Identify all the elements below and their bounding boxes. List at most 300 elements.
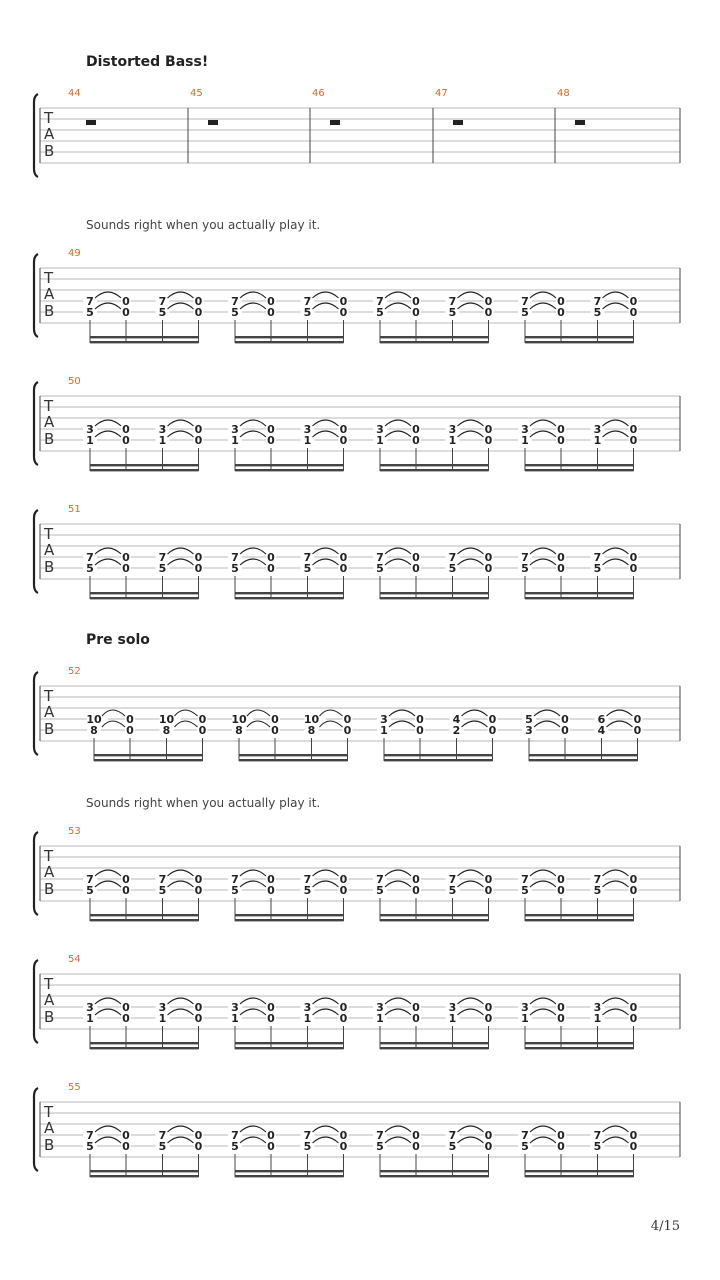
fret-number: 5: [303, 562, 312, 575]
fret-number: 7: [231, 873, 239, 886]
slur-arc: [240, 303, 266, 309]
beam: [380, 1175, 489, 1177]
slur-arc: [240, 1126, 266, 1132]
fret-number: 0: [557, 884, 565, 897]
slur-arc: [458, 303, 484, 309]
beam: [90, 469, 199, 471]
fret-number: 5: [86, 1140, 94, 1153]
tab-clef-letter: T: [44, 109, 54, 127]
fret-number: 0: [412, 884, 420, 897]
fret-number: 3: [521, 423, 529, 436]
fret-number: 5: [86, 306, 94, 319]
slur-arc: [168, 1137, 194, 1143]
tab-system-1: [0, 82, 720, 202]
slur-arc: [530, 420, 556, 426]
slur-arc: [240, 292, 266, 298]
fret-number: 4: [597, 724, 606, 737]
fret-number: 7: [521, 1129, 529, 1142]
fret-number: 5: [448, 562, 457, 575]
fret-number: 0: [339, 1012, 348, 1025]
fret-number: 7: [231, 551, 239, 564]
fret-number: 0: [633, 713, 642, 726]
fret-number: 5: [158, 1140, 167, 1153]
slur-arc: [458, 548, 484, 554]
performance-note: Sounds right when you actually play it.: [86, 796, 321, 810]
fret-number: 0: [194, 306, 203, 319]
fret-number: 1: [231, 1012, 239, 1025]
fret-number: 0: [484, 884, 493, 897]
beam: [235, 1175, 344, 1177]
system-bracket: [34, 1088, 38, 1171]
beam: [380, 597, 489, 599]
beam: [90, 1047, 199, 1049]
fret-number: 0: [629, 1001, 638, 1014]
fret-number: 0: [629, 873, 638, 886]
fret-number: 0: [339, 1129, 348, 1142]
fret-number: 0: [412, 873, 420, 886]
fret-number: 0: [557, 434, 565, 447]
slur-arc: [534, 710, 560, 716]
fret-number: 0: [339, 873, 348, 886]
fret-number: 0: [122, 1001, 130, 1014]
measure-number: 47: [435, 88, 448, 99]
fret-number: 0: [122, 884, 130, 897]
fret-number: 3: [376, 1001, 384, 1014]
fret-number: 0: [416, 724, 424, 737]
beam: [525, 1047, 634, 1049]
fret-number: 1: [303, 434, 312, 447]
fret-number: 3: [380, 713, 388, 726]
fret-number: 0: [557, 1140, 565, 1153]
fret-number: 1: [380, 724, 388, 737]
slur-arc: [168, 1126, 194, 1132]
slur-arc: [603, 1137, 629, 1143]
fret-number: 0: [629, 434, 638, 447]
fret-number: 0: [194, 562, 203, 575]
fret-number: 0: [267, 1001, 275, 1014]
slur-arc: [607, 721, 633, 727]
tab-clef-letter: A: [44, 285, 55, 303]
fret-number: 7: [158, 551, 167, 564]
slur-arc: [458, 870, 484, 876]
fret-number: 5: [86, 562, 94, 575]
slur-arc: [95, 292, 121, 298]
slur-arc: [530, 1137, 556, 1143]
slur-arc: [95, 420, 121, 426]
whole-rest: [330, 120, 340, 125]
fret-number: 0: [412, 562, 420, 575]
fret-number: 0: [339, 295, 348, 308]
beam: [235, 1042, 344, 1044]
fret-number: 1: [158, 1012, 167, 1025]
beam: [380, 341, 489, 343]
slur-arc: [168, 292, 194, 298]
slur-arc: [240, 559, 266, 565]
whole-rest: [86, 120, 96, 125]
slur-arc: [313, 870, 339, 876]
tab-system-6: [0, 820, 720, 940]
fret-number: 0: [267, 551, 275, 564]
fret-number: 7: [158, 295, 167, 308]
tab-clef-letter: B: [44, 558, 55, 576]
fret-number: 0: [343, 713, 352, 726]
tab-clef-letter: A: [44, 125, 55, 143]
fret-number: 0: [557, 562, 565, 575]
fret-number: 0: [484, 1001, 493, 1014]
beam: [525, 919, 634, 921]
slur-arc: [385, 998, 411, 1004]
fret-number: 3: [448, 1001, 457, 1014]
fret-number: 5: [86, 884, 94, 897]
fret-number: 5: [376, 1140, 384, 1153]
fret-number: 5: [448, 1140, 457, 1153]
slur-arc: [240, 881, 266, 887]
fret-number: 10: [303, 713, 320, 726]
fret-number: 1: [593, 434, 602, 447]
fret-number: 0: [484, 423, 493, 436]
fret-number: 1: [448, 1012, 457, 1025]
slur-arc: [95, 548, 121, 554]
slur-arc: [385, 881, 411, 887]
slur-arc: [168, 431, 194, 437]
system-bracket: [34, 960, 38, 1043]
beam: [235, 919, 344, 921]
tab-clef-letter: B: [44, 720, 55, 738]
fret-number: 0: [412, 1140, 420, 1153]
beam: [90, 1042, 199, 1044]
beam: [380, 919, 489, 921]
fret-number: 3: [593, 423, 602, 436]
fret-number: 0: [267, 873, 275, 886]
beam: [525, 1042, 634, 1044]
fret-number: 0: [412, 306, 420, 319]
fret-number: 0: [484, 306, 493, 319]
tab-clef-letter: A: [44, 413, 55, 431]
slur-arc: [603, 548, 629, 554]
beam: [380, 336, 489, 338]
slur-arc: [240, 431, 266, 437]
beam: [525, 341, 634, 343]
fret-number: 0: [194, 1129, 203, 1142]
measure-number: 50: [68, 376, 81, 387]
fret-number: 0: [122, 1140, 130, 1153]
fret-number: 5: [158, 884, 167, 897]
fret-number: 7: [448, 295, 457, 308]
slur-arc: [95, 998, 121, 1004]
beam: [235, 464, 344, 466]
fret-number: 5: [593, 562, 602, 575]
fret-number: 5: [593, 306, 602, 319]
fret-number: 7: [231, 1129, 239, 1142]
slur-arc: [458, 559, 484, 565]
fret-number: 5: [158, 306, 167, 319]
fret-number: 0: [412, 1012, 420, 1025]
measure-number: 45: [190, 88, 203, 99]
fret-number: 0: [412, 1001, 420, 1014]
slur-arc: [313, 1126, 339, 1132]
beam: [235, 1047, 344, 1049]
slur-arc: [603, 292, 629, 298]
fret-number: 0: [267, 434, 275, 447]
slur-arc: [530, 548, 556, 554]
fret-number: 0: [271, 724, 279, 737]
beam: [94, 754, 203, 756]
fret-number: 0: [484, 873, 493, 886]
fret-number: 7: [231, 295, 239, 308]
slur-arc: [385, 1126, 411, 1132]
fret-number: 0: [122, 562, 130, 575]
fret-number: 5: [521, 306, 529, 319]
fret-number: 0: [488, 713, 497, 726]
slur-arc: [603, 431, 629, 437]
beam: [525, 336, 634, 338]
slur-arc: [313, 420, 339, 426]
slur-arc: [313, 998, 339, 1004]
slur-arc: [458, 431, 484, 437]
fret-number: 5: [376, 884, 384, 897]
beam: [529, 754, 638, 756]
fret-number: 0: [339, 884, 348, 897]
fret-number: 0: [198, 713, 207, 726]
fret-number: 0: [122, 873, 130, 886]
slur-arc: [168, 548, 194, 554]
slur-arc: [458, 1126, 484, 1132]
slur-arc: [389, 721, 415, 727]
fret-number: 5: [376, 306, 384, 319]
fret-number: 7: [303, 873, 312, 886]
slur-arc: [603, 881, 629, 887]
fret-number: 0: [629, 295, 638, 308]
fret-number: 5: [593, 884, 602, 897]
fret-number: 5: [376, 562, 384, 575]
fret-number: 0: [412, 551, 420, 564]
fret-number: 5: [525, 713, 533, 726]
beam: [384, 754, 493, 756]
slur-arc: [458, 1137, 484, 1143]
beam: [380, 464, 489, 466]
fret-number: 0: [267, 423, 275, 436]
measure-number: 52: [68, 666, 81, 677]
tab-system-8: [0, 1076, 720, 1196]
slur-arc: [313, 1009, 339, 1015]
fret-number: 7: [86, 551, 94, 564]
slur-arc: [603, 1009, 629, 1015]
fret-number: 7: [376, 873, 384, 886]
measure-number: 53: [68, 826, 81, 837]
fret-number: 7: [86, 295, 94, 308]
slur-arc: [385, 303, 411, 309]
fret-number: 0: [412, 423, 420, 436]
fret-number: 7: [303, 295, 312, 308]
fret-number: 0: [484, 562, 493, 575]
beam: [525, 469, 634, 471]
fret-number: 3: [231, 423, 239, 436]
beam: [380, 592, 489, 594]
slur-arc: [95, 1009, 121, 1015]
fret-number: 0: [126, 724, 134, 737]
beam: [525, 1170, 634, 1172]
section-title-pre-solo: Pre solo: [86, 632, 150, 648]
slur-arc: [240, 1009, 266, 1015]
fret-number: 7: [303, 551, 312, 564]
beam: [525, 592, 634, 594]
slur-arc: [603, 870, 629, 876]
fret-number: 7: [521, 873, 529, 886]
slur-arc: [458, 881, 484, 887]
slur-arc: [95, 1137, 121, 1143]
slur-arc: [240, 1137, 266, 1143]
fret-number: 0: [629, 551, 638, 564]
tab-clef-letter: B: [44, 142, 55, 160]
fret-number: 8: [162, 724, 171, 737]
fret-number: 7: [593, 551, 602, 564]
fret-number: 5: [521, 1140, 529, 1153]
slur-arc: [530, 559, 556, 565]
tab-clef-letter: T: [44, 397, 54, 415]
fret-number: 7: [593, 873, 602, 886]
fret-number: 7: [448, 873, 457, 886]
fret-number: 0: [629, 562, 638, 575]
fret-number: 0: [198, 724, 207, 737]
tab-clef-letter: A: [44, 991, 55, 1009]
fret-number: 3: [525, 724, 533, 737]
tab-clef-letter: T: [44, 975, 54, 993]
fret-number: 3: [593, 1001, 602, 1014]
slur-arc: [603, 303, 629, 309]
fret-number: 3: [303, 1001, 312, 1014]
slur-arc: [534, 721, 560, 727]
measure-number: 51: [68, 504, 81, 515]
fret-number: 0: [629, 1012, 638, 1025]
beam: [525, 597, 634, 599]
measure-number: 55: [68, 1082, 81, 1093]
fret-number: 7: [86, 873, 94, 886]
fret-number: 0: [484, 295, 493, 308]
slur-arc: [313, 881, 339, 887]
fret-number: 1: [448, 434, 457, 447]
fret-number: 1: [593, 1012, 602, 1025]
beam: [235, 469, 344, 471]
beam: [235, 597, 344, 599]
slur-arc: [95, 870, 121, 876]
beam: [90, 341, 199, 343]
slur-arc: [385, 1009, 411, 1015]
tab-clef-letter: B: [44, 1008, 55, 1026]
slur-arc: [530, 998, 556, 1004]
system-bracket: [34, 510, 38, 593]
fret-number: 10: [86, 713, 102, 726]
slur-arc: [240, 548, 266, 554]
fret-number: 3: [376, 423, 384, 436]
beam: [90, 592, 199, 594]
beam: [90, 914, 199, 916]
fret-number: 3: [158, 1001, 167, 1014]
beam: [380, 469, 489, 471]
fret-number: 0: [267, 884, 275, 897]
slur-arc: [530, 870, 556, 876]
tab-system-3: [0, 370, 720, 490]
fret-number: 1: [521, 1012, 529, 1025]
beam: [380, 1170, 489, 1172]
fret-number: 0: [412, 1129, 420, 1142]
measure-number: 48: [557, 88, 570, 99]
slur-arc: [389, 710, 415, 716]
tab-clef-letter: B: [44, 1136, 55, 1154]
fret-number: 0: [557, 551, 565, 564]
system-bracket: [34, 254, 38, 337]
fret-number: 5: [303, 1140, 312, 1153]
tab-clef-letter: T: [44, 269, 54, 287]
beam: [90, 597, 199, 599]
fret-number: 5: [231, 306, 239, 319]
beam: [90, 1175, 199, 1177]
fret-number: 1: [86, 1012, 94, 1025]
fret-number: 0: [412, 434, 420, 447]
fret-number: 8: [307, 724, 316, 737]
slur-arc: [603, 998, 629, 1004]
slur-arc: [385, 548, 411, 554]
fret-number: 0: [561, 724, 569, 737]
fret-number: 5: [448, 884, 457, 897]
fret-number: 7: [158, 873, 167, 886]
fret-number: 5: [231, 562, 239, 575]
tab-clef-letter: B: [44, 302, 55, 320]
fret-number: 7: [376, 551, 384, 564]
slur-arc: [385, 431, 411, 437]
slur-arc: [530, 431, 556, 437]
fret-number: 1: [521, 434, 529, 447]
measure-number: 46: [312, 88, 325, 99]
tab-clef-letter: A: [44, 863, 55, 881]
slur-arc: [458, 1009, 484, 1015]
fret-number: 0: [122, 1129, 130, 1142]
system-bracket: [34, 832, 38, 915]
beam: [90, 464, 199, 466]
slur-arc: [313, 292, 339, 298]
fret-number: 0: [484, 551, 493, 564]
beam: [525, 914, 634, 916]
fret-number: 0: [484, 1129, 493, 1142]
fret-number: 5: [521, 562, 529, 575]
fret-number: 10: [158, 713, 175, 726]
fret-number: 1: [158, 434, 167, 447]
beam: [235, 1170, 344, 1172]
tab-clef-letter: T: [44, 687, 54, 705]
beam: [239, 759, 348, 761]
tab-clef-letter: T: [44, 847, 54, 865]
fret-number: 0: [194, 1001, 203, 1014]
slur-arc: [458, 420, 484, 426]
fret-number: 10: [231, 713, 247, 726]
fret-number: 0: [484, 434, 493, 447]
fret-number: 6: [597, 713, 606, 726]
fret-number: 0: [267, 306, 275, 319]
slur-arc: [462, 721, 488, 727]
beam: [525, 1175, 634, 1177]
slur-arc: [607, 710, 633, 716]
fret-number: 0: [267, 295, 275, 308]
slur-arc: [603, 1126, 629, 1132]
slur-arc: [313, 1137, 339, 1143]
fret-number: 1: [376, 434, 384, 447]
slur-arc: [95, 1126, 121, 1132]
fret-number: 7: [86, 1129, 94, 1142]
fret-number: 0: [561, 713, 569, 726]
fret-number: 0: [557, 873, 565, 886]
fret-number: 0: [194, 1140, 203, 1153]
beam: [90, 919, 199, 921]
fret-number: 7: [376, 1129, 384, 1142]
